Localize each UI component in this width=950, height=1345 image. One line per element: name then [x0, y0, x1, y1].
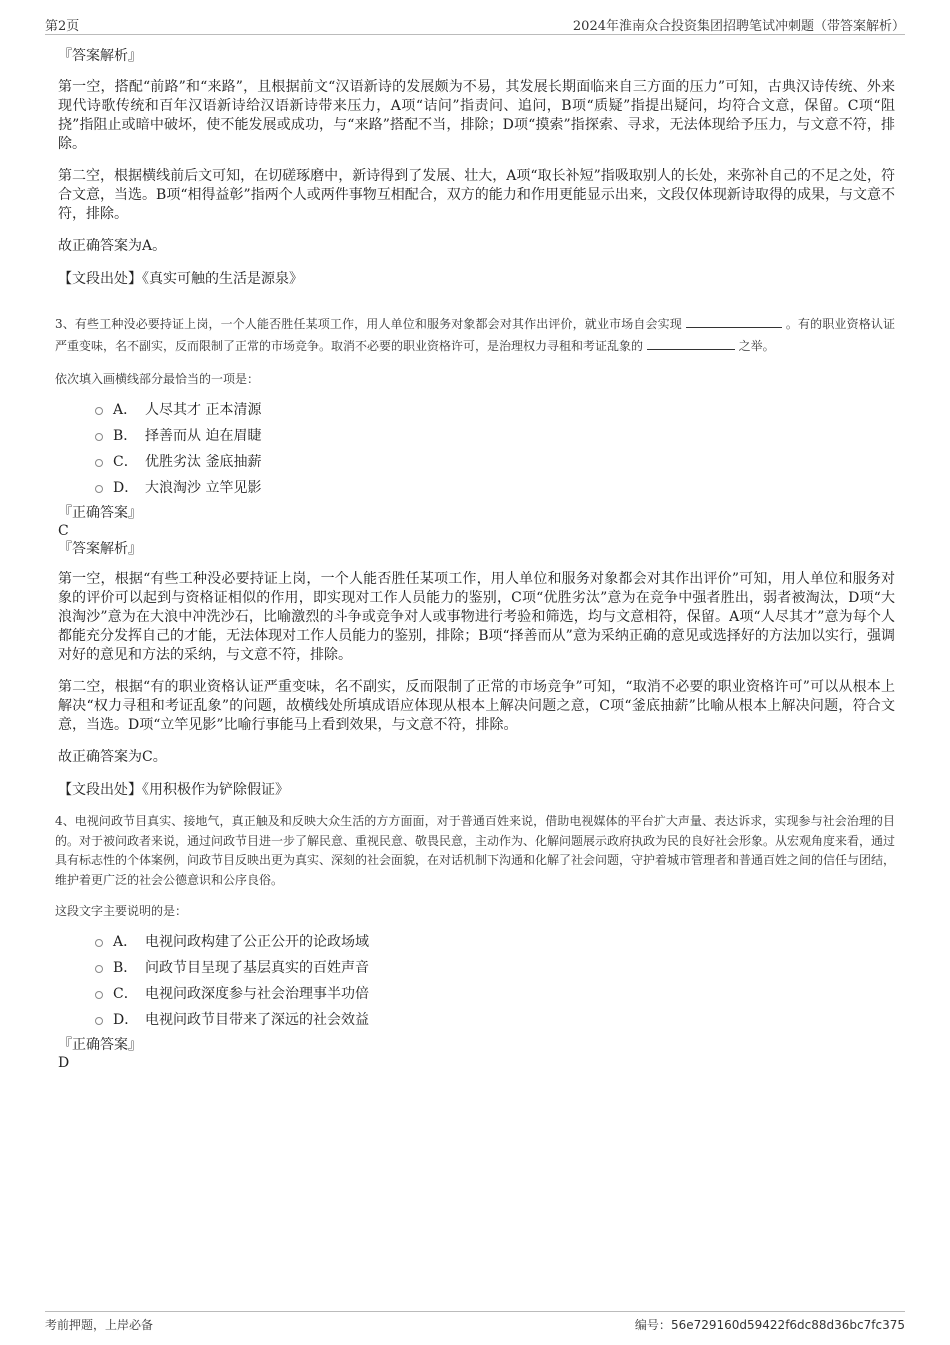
- q4-option-a[interactable]: [95, 928, 895, 954]
- q3-question-text: [55, 313, 895, 356]
- q3-text-part-1: 3、有些工种没必要持证上岗，一个人能否胜任某项工作，用人单位和服务对象都会对其作出评价，就业市场自会实现: [55, 317, 682, 331]
- footer-code: [635, 1316, 905, 1333]
- q3-option-a[interactable]: [95, 396, 895, 422]
- page-header: [45, 12, 905, 35]
- q3-option-b[interactable]: [95, 422, 895, 448]
- option-text: 电视问政节目带来了深远的社会效益: [145, 1012, 369, 1028]
- q4-option-b[interactable]: [95, 954, 895, 980]
- q3-correct-answer: C: [58, 523, 69, 539]
- page-number: 第2页: [45, 19, 80, 34]
- option-letter: A．: [113, 934, 138, 950]
- radio-icon[interactable]: [95, 459, 103, 467]
- option-text: 电视问政深度参与社会治理事半功倍: [145, 986, 369, 1002]
- radio-icon[interactable]: [95, 407, 103, 415]
- option-text: 电视问政构建了公正公开的论政场域: [145, 934, 369, 950]
- radio-icon[interactable]: [95, 965, 103, 973]
- q2-analysis-para-2: 第二空，根据横线前后文可知，在切磋琢磨中，新诗得到了发展、壮大，A项“取长补短”指吸取别人的长处，来弥补自己的不足之处，符合文意，当选。B项“相得益彰”指两个人或两件事物互相配合，双方的能力和作用更能显示出来，文段仅体现新诗取得的成果，与文意不符，排除。: [58, 168, 895, 222]
- option-text: 大浪淘沙 立竿见影: [145, 480, 262, 496]
- q3-conclusion: 故正确答案为C。: [58, 749, 167, 765]
- q4-prompt: 这段文字主要说明的是：: [55, 904, 188, 918]
- q4-correct-label: 『正确答案』: [58, 1037, 142, 1053]
- option-text: 择善而从 迫在眉睫: [145, 428, 262, 444]
- option-letter: B．: [113, 960, 138, 976]
- option-letter: D．: [113, 1012, 139, 1028]
- q3-option-d[interactable]: [95, 474, 895, 500]
- footer-slogan: 考前押题，上岸必备: [45, 1318, 154, 1332]
- q3-text-part-2: 。有的职业资格认证严重变味，名不副实，反而限制了正常的市场竞争。取消不必要的职业资格许可，是治理权力寻租和考证乱象的: [55, 317, 895, 353]
- radio-icon[interactable]: [95, 939, 103, 947]
- q3-options: [95, 396, 895, 500]
- q4-option-c[interactable]: [95, 980, 895, 1006]
- page-content: [55, 46, 895, 1072]
- radio-icon[interactable]: [95, 1017, 103, 1025]
- option-text: 优胜劣汰 釜底抽薪: [145, 454, 262, 470]
- option-letter: A．: [113, 402, 138, 418]
- q2-analysis-para-1: 第一空，搭配“前路”和“来路”，且根据前文“汉语新诗的发展颇为不易，其发展长期面临来自三方面的压力”可知，古典汉诗传统、外来现代诗歌传统和百年汉语新诗给汉语新诗带来压力，A项“诘问”指责问、追问，B项“质疑”指提出疑问，均符合文意，保留。C项“阻挠”指阻止或暗中破坏，使不能发展或成功，与“来路”搭配不当，排除；D项“摸索”指探索、寻求，无法体现给予压力，与文意不符，排除。: [58, 79, 895, 152]
- q4-correct-answer: D: [58, 1055, 70, 1071]
- q3-blank-2: [647, 335, 735, 350]
- document-title: 2024年淮南众合投资集团招聘笔试冲刺题（带答案解析）: [572, 19, 905, 34]
- page-footer: [45, 1311, 905, 1332]
- radio-icon[interactable]: [95, 433, 103, 441]
- q3-correct-label: 『正确答案』: [58, 505, 142, 521]
- option-letter: C．: [113, 986, 138, 1002]
- radio-icon[interactable]: [95, 991, 103, 999]
- footer-code-value: 56e729160d59422f6dc88d36bc7fc375: [670, 1318, 905, 1332]
- q4-options: [95, 928, 895, 1032]
- option-text: 人尽其才 正本清源: [145, 402, 262, 418]
- radio-icon[interactable]: [95, 485, 103, 493]
- q3-text-part-3: 之举。: [738, 338, 775, 353]
- q2-conclusion: 故正确答案为A。: [58, 238, 167, 254]
- option-letter: C．: [113, 454, 138, 470]
- q2-analysis-label: 『答案解析』: [58, 48, 142, 64]
- option-letter: B．: [113, 428, 138, 444]
- q4-question-text: 4、电视问政节目真实、接地气，真正触及和反映大众生活的方方面面，对于普通百姓来说，借助电视媒体的平台扩大声量、表达诉求，实现参与社会治理的目的。对于被问政者来说，通过问政节目进一步了解民意、重视民意、敬畏民意，主动作为、化解问题展示政府执政为民的良好社会形象。从宏观角度来看，通过具有标志性的个体案例，问政节目反映出更为真实、深刻的社会面貌，在对话机制下沟通和化解了社会问题，守护着城市管理者和普通百姓之间的信任与团结，维护着更广泛的社会公德意识和公序良俗。: [55, 814, 896, 887]
- q4-option-d[interactable]: [95, 1006, 895, 1032]
- option-text: 问政节目呈现了基层真实的百姓声音: [145, 960, 369, 976]
- q3-analysis-para-1: 第一空，根据“有些工种没必要持证上岗，一个人能否胜任某项工作，用人单位和服务对象都会对其作出评价”可知，用人单位和服务对象的评价可以起到与资格证相似的作用，即实现对工作人员能力的鉴别，C项“优胜劣汰”意为在竞争中强者胜出，弱者被淘汰，D项“大浪淘沙”意为在大浪中冲洗沙石，比喻激烈的斗争或竞争对人或事物进行考验和筛选，均与文意相符，保留。A项“人尽其才”意为每个人都能充分发挥自己的才能，无法体现对工作人员能力的鉴别，排除；B项“择善而从”意为采纳正确的意见或选择好的方法加以实行，强调对好的意见和方法的采纳，与文意不符，排除。: [58, 571, 895, 663]
- q3-analysis-label: 『答案解析』: [58, 541, 142, 557]
- q3-source: 【文段出处】《用积极作为铲除假证》: [58, 782, 289, 798]
- footer-code-label: 编号：: [634, 1318, 671, 1332]
- q2-source: 【文段出处】《真实可触的生活是源泉》: [58, 271, 303, 287]
- q3-blank-1: [686, 313, 782, 328]
- q3-option-c[interactable]: [95, 448, 895, 474]
- q3-analysis-para-2: 第二空，根据“有的职业资格认证严重变味，名不副实，反而限制了正常的市场竞争”可知，“取消不必要的职业资格许可”可以从根本上解决“权力寻租和考证乱象”的问题，故横线处所填成语应体现从根本上解决问题之意，C项“釜底抽薪”比喻从根本上解决问题，符合文意，当选。D项“立竿见影”比喻行事能马上看到效果，与文意不符，排除。: [58, 679, 895, 733]
- option-letter: D．: [113, 480, 139, 496]
- q3-prompt: 依次填入画横线部分最恰当的一项是：: [55, 372, 260, 386]
